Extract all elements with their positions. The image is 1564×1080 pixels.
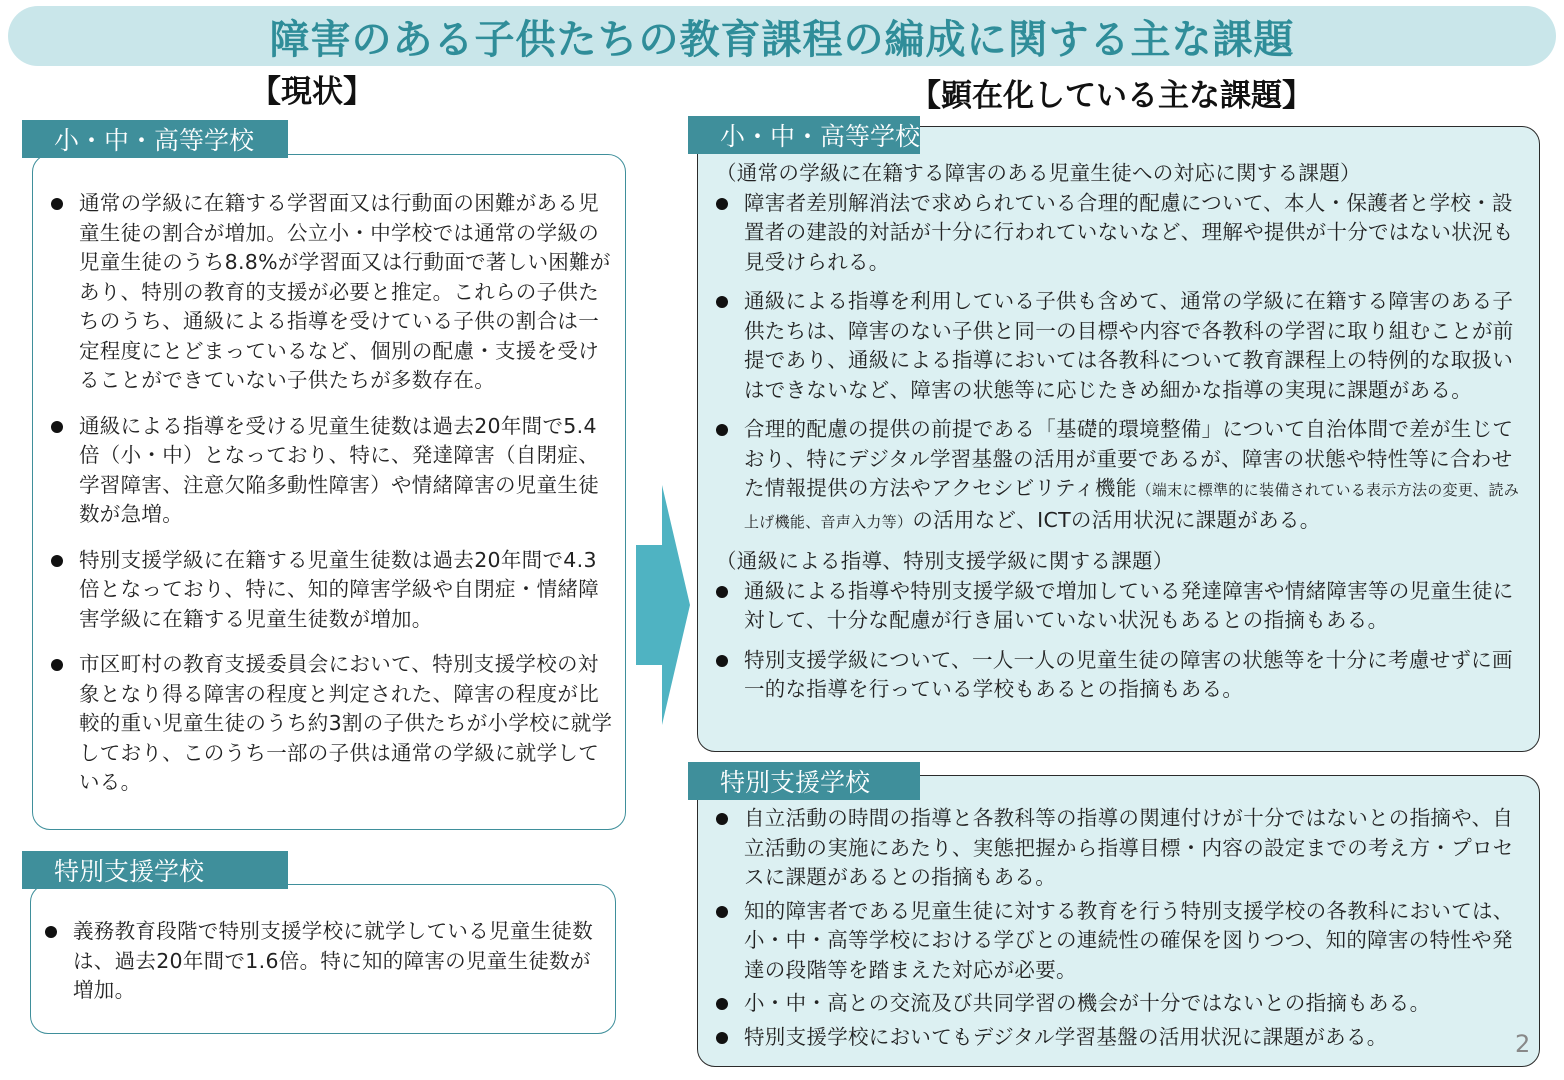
left-school-tab: 小・中・高等学校	[22, 120, 288, 158]
list-item: 障害者差別解消法で求められている合理的配慮について、本人・保護者と学校・設置者の建設的対話が十分に行われていないなど、理解や提供が十分ではない状況も見受けられる。	[716, 189, 1528, 278]
item-note: （端末に標準的に装備されている表示方法の変更、読み上げ機能、音声入力等）	[744, 481, 1520, 531]
list-item	[716, 415, 1528, 537]
left-special-box	[30, 884, 616, 1034]
right-school-content	[716, 159, 1528, 705]
list-item: 義務教育段階で特別支援学校に就学している児童生徒数は、過去20年間で1.6倍。特に知的障害の児童生徒数が増加。	[45, 917, 605, 1006]
list-item: 特別支援学校においてもデジタル学習基盤の活用状況に課題がある。	[716, 1023, 1528, 1053]
list-item: 市区町村の教育支援委員会において、特別支援学校の対象となり得る障害の程度と判定された、障害の程度が比較的重い児童生徒のうち約3割の子供たちが小学校に就学しており、このうち一部の子供は通常の学級に就学している。	[51, 650, 617, 798]
list-item: 小・中・高との交流及び共同学習の機会が十分ではないとの指摘もある。	[716, 989, 1528, 1019]
left-special-list	[45, 917, 605, 1006]
right-school-tab: 小・中・高等学校	[688, 116, 920, 154]
list-item: 通級による指導や特別支援学級で増加している発達障害や情緒障害等の児童生徒に対して、十分な配慮が行き届いていない状況もあるとの指摘もある。	[716, 577, 1528, 636]
item-text: の活用など、ICTの活用状況に課題がある。	[912, 507, 1321, 532]
list-item: 知的障害者である児童生徒に対する教育を行う特別支援学校の各教科においては、小・中・高等学校における学びとの連続性の確保を図りつつ、知的障害の特性や発達の段階等を踏まえた対応が必要。	[716, 897, 1528, 986]
sub-heading: （通常の学級に在籍する障害のある児童生徒への対応に関する課題）	[716, 161, 1361, 185]
right-special-tab: 特別支援学校	[688, 762, 920, 800]
left-special-tab: 特別支援学校	[22, 851, 288, 889]
list-item: 通級による指導を利用している子供も含めて、通常の学級に在籍する障害のある子供たちは、障害のない子供と同一の目標や内容で各教科の学習に取り組むことが前提であり、通級による指導においては各教科について教育課程上の特例的な取扱いはできないなど、障害の状態等に応じたきめ細かな指導の実現に課題がある。	[716, 287, 1528, 405]
left-school-box	[32, 154, 626, 830]
page-title: 障害のある子供たちの教育課程の編成に関する主な課題	[269, 16, 1295, 63]
list-item: 通級による指導を受ける児童生徒数は過去20年間で5.4倍（小・中）となっており、特に、発達障害（自閉症、学習障害、注意欠陥多動性障害）や情緒障害の児童生徒数が急増。	[51, 412, 617, 530]
right-special-box	[697, 775, 1540, 1067]
list-item: 自立活動の時間の指導と各教科等の指導の関連付けが十分ではないとの指摘や、自立活動の実施にあたり、実態把握から指導目標・内容の設定までの考え方・プロセスに課題があるとの指摘もある。	[716, 804, 1528, 893]
title-bar	[8, 6, 1556, 66]
item-text: 合理的配慮の提供の前提である「基礎的環境整備」について自治体間で差が生じており、特にデジタル学習基盤の活用が重要であるが、障害の状態や特性等に合わせた情報提供の方法やアクセシビリティ機能	[744, 417, 1514, 500]
left-school-list	[51, 189, 617, 798]
current-status-heading: 【現状】	[250, 74, 374, 110]
issues-heading: 【顕在化している主な課題】	[910, 78, 1313, 114]
list-item: 通常の学級に在籍する学習面又は行動面の困難がある児童生徒の割合が増加。公立小・中学校では通常の学級の児童生徒のうち8.8%が学習面又は行動面で著しい困難があり、特別の教育的支援が必要と推定。これらの子供たちのうち、通級による指導を受けている子供の割合は一定程度にとどまっているなど、個別の配慮・支援を受けることができていない子供たちが多数存在。	[51, 189, 617, 396]
right-school-list-2	[716, 577, 1528, 705]
right-arrow-icon	[636, 485, 690, 725]
right-special-list	[716, 804, 1528, 1052]
sub-heading: （通級による指導、特別支援学級に関する課題）	[716, 549, 1174, 573]
right-school-box	[697, 126, 1540, 752]
right-school-list-1	[716, 189, 1528, 538]
list-item: 特別支援学級について、一人一人の児童生徒の障害の状態等を十分に考慮せずに画一的な指導を行っている学校もあるとの指摘もある。	[716, 646, 1528, 705]
page-number: 2	[1515, 1030, 1531, 1058]
list-item: 特別支援学級に在籍する児童生徒数は過去20年間で4.3倍となっており、特に、知的障害学級や自閉症・情緒障害学級に在籍する児童生徒数が増加。	[51, 546, 617, 635]
